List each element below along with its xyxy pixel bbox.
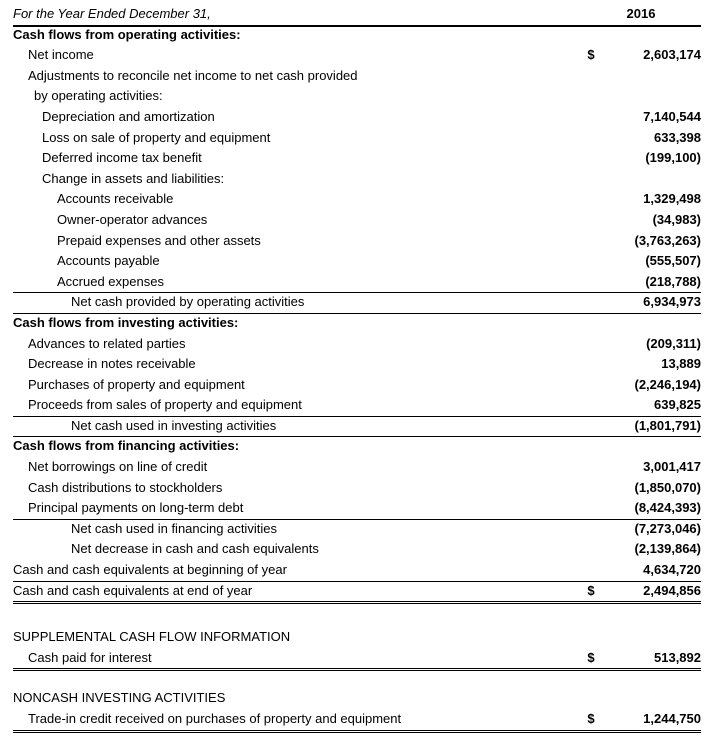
supplemental-value: 513,892 [654,649,701,665]
net-income-value: 2,603,174 [643,47,701,63]
section-heading [13,313,701,334]
line-item [13,498,701,519]
noncash-row [13,709,701,730]
item-value: 639,825 [654,397,701,413]
noncash-value: 1,244,750 [643,711,701,726]
supplemental-heading: SUPPLEMENTAL CASH FLOW INFORMATION [13,629,291,645]
supplemental-row [13,648,701,669]
subtotal-row [13,416,701,437]
item-label: Accrued expenses [57,273,164,289]
item-value: (218,788) [645,273,701,289]
line-item [13,231,701,252]
line-item [13,148,701,169]
item-value: (3,763,263) [634,232,701,248]
line-item [13,395,701,416]
summary-row [13,539,701,560]
dollar-sign: $ [587,582,595,598]
item-label: Accounts payable [57,253,160,269]
item-label: Loss on sale of property and equipment [42,129,271,145]
net-decrease-value: (2,139,864) [634,541,701,557]
year-header: 2016 [626,6,656,21]
subtotal-label: Net cash provided by operating activities [71,294,305,310]
item-value: (2,246,194) [634,376,701,392]
dollar-sign: $ [587,649,595,665]
line-item [13,210,701,231]
item-label: Prepaid expenses and other assets [57,232,261,248]
line-item [13,457,701,478]
item-value: 13,889 [661,356,701,372]
investing-heading: Cash flows from investing activities: [13,314,239,330]
end-value: 2,494,856 [643,582,701,598]
item-label: Principal payments on long-term debt [28,500,244,516]
line-item [13,251,701,272]
item-label: Net borrowings on line of credit [28,459,208,475]
item-value: (555,507) [645,253,701,269]
item-value: 3,001,417 [643,459,701,475]
subtotal-label: Net cash used in investing activities [71,417,277,433]
net-income-label: Net income [28,47,94,63]
item-label: Proceeds from sales of property and equipment [28,397,302,413]
adjustments-label: Adjustments to reconcile net income to net cash provided [28,67,358,83]
noncash-heading: NONCASH INVESTING ACTIVITIES [13,690,226,706]
subtotal-value: (7,273,046) [634,520,701,536]
summary-row [13,581,701,602]
subtotal-label: Net cash used in financing activities [71,520,277,536]
item-label: Cash distributions to stockholders [28,479,223,495]
period-label: For the Year Ended December 31, [13,6,211,21]
item-label: Deferred income tax benefit [42,150,202,166]
item-label: Depreciation and amortization [42,108,215,124]
line-item [13,128,701,149]
item-value: 633,398 [654,129,701,145]
item-label: Purchases of property and equipment [28,376,245,392]
subtotal-value: (1,801,791) [634,417,701,433]
line-item [13,375,701,396]
net-decrease-label: Net decrease in cash and cash equivalents [71,541,319,557]
dollar-sign: $ [587,47,595,63]
summary-row [13,560,701,581]
line-item [13,189,701,210]
beginning-value: 4,634,720 [643,562,701,578]
item-label: Advances to related parties [28,335,186,351]
header-row [13,4,701,25]
subtotal-value: 6,934,973 [643,294,701,310]
line-item [13,272,701,293]
spacer [13,601,701,627]
spacer [13,668,701,688]
subtotal-row [13,519,701,540]
item-value: 7,140,544 [643,108,701,124]
noncash-heading-row [13,688,701,709]
operating-heading: Cash flows from operating activities: [13,26,241,42]
line-item [13,86,701,107]
line-item [13,334,701,355]
line-item [13,45,701,66]
subtotal-row [13,292,701,313]
item-label: Decrease in notes receivable [28,356,196,372]
change-label: Change in assets and liabilities: [42,170,225,186]
adjustments-label-cont: by operating activities: [34,88,163,104]
section-heading [13,436,701,457]
beginning-label: Cash and cash equivalents at beginning of year [13,562,287,578]
item-value: (34,983) [652,211,701,227]
item-value: (209,311) [646,335,701,351]
section-heading [13,25,701,46]
item-label: Accounts receivable [57,191,174,207]
line-item [13,107,701,128]
item-value: (1,850,070) [634,479,701,495]
item-value: (199,100) [645,150,701,166]
cash-flow-statement [13,4,701,730]
line-item [13,66,701,87]
item-value: (8,424,393) [634,500,701,516]
financing-heading: Cash flows from financing activities: [13,438,240,454]
supplemental-label: Cash paid for interest [28,649,152,665]
line-item [13,354,701,375]
end-label: Cash and cash equivalents at end of year [13,582,253,598]
noncash-label: Trade-in credit received on purchases of property and equipment [28,711,402,726]
item-label: Owner-operator advances [57,211,208,227]
line-item [13,478,701,499]
line-item [13,169,701,190]
item-value: 1,329,498 [643,191,701,207]
dollar-sign: $ [587,711,595,726]
supplemental-heading-row [13,627,701,648]
